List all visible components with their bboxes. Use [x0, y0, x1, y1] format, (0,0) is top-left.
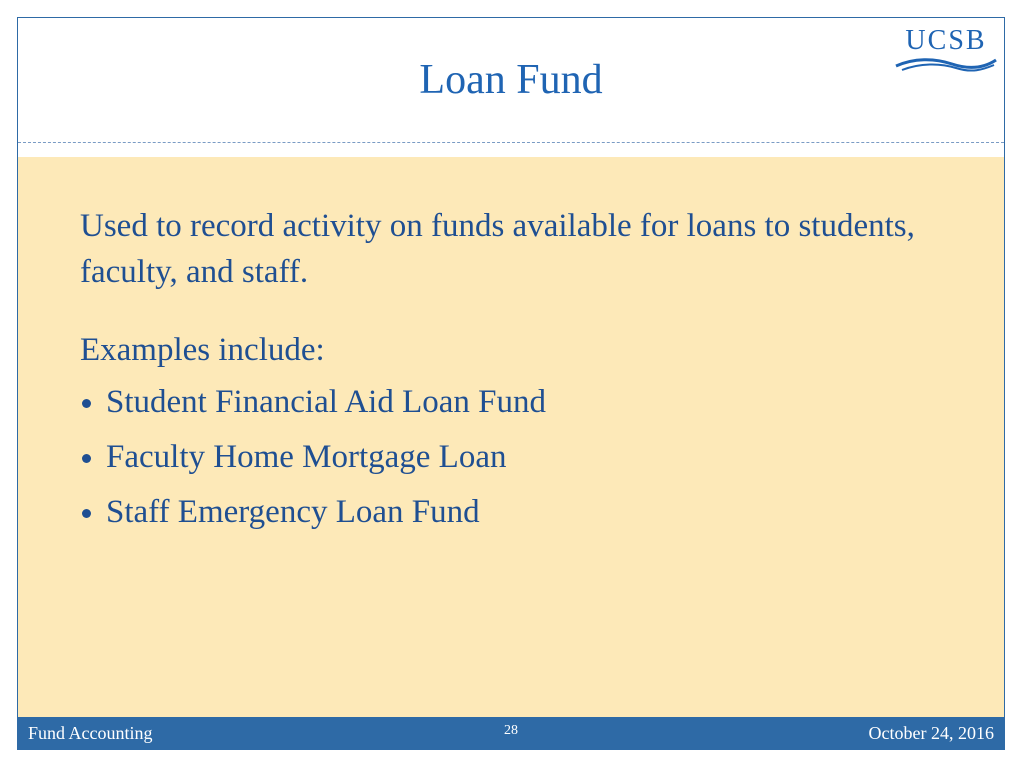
slide-header — [18, 18, 1004, 143]
examples-label: Examples include: — [80, 332, 325, 368]
list-item-text: Student Financial Aid Loan Fund — [106, 384, 546, 420]
footer-date: October 24, 2016 — [868, 723, 994, 743]
list-item — [80, 489, 960, 535]
list-item-text: Faculty Home Mortgage Loan — [106, 439, 507, 475]
bullet-icon — [82, 399, 91, 408]
list-item-text: Staff Emergency Loan Fund — [106, 494, 480, 530]
ucsb-logo — [894, 26, 998, 74]
bullet-icon — [82, 454, 91, 463]
slide-title: Loan Fund — [419, 57, 603, 103]
examples-list — [80, 379, 960, 535]
list-item — [80, 379, 960, 425]
slide-frame — [17, 17, 1005, 750]
slide-content — [18, 157, 1004, 717]
description-paragraph: Used to record activity on funds available for loans to students, faculty, and staff. — [80, 208, 915, 290]
page-number: 28 — [504, 723, 518, 738]
footer-course-name: Fund Accounting — [28, 723, 153, 743]
list-item — [80, 434, 960, 480]
body-text — [80, 203, 960, 544]
bullet-icon — [82, 509, 91, 518]
wave-icon — [894, 54, 998, 72]
logo-text: UCSB — [905, 25, 987, 56]
slide-footer — [18, 717, 1004, 749]
